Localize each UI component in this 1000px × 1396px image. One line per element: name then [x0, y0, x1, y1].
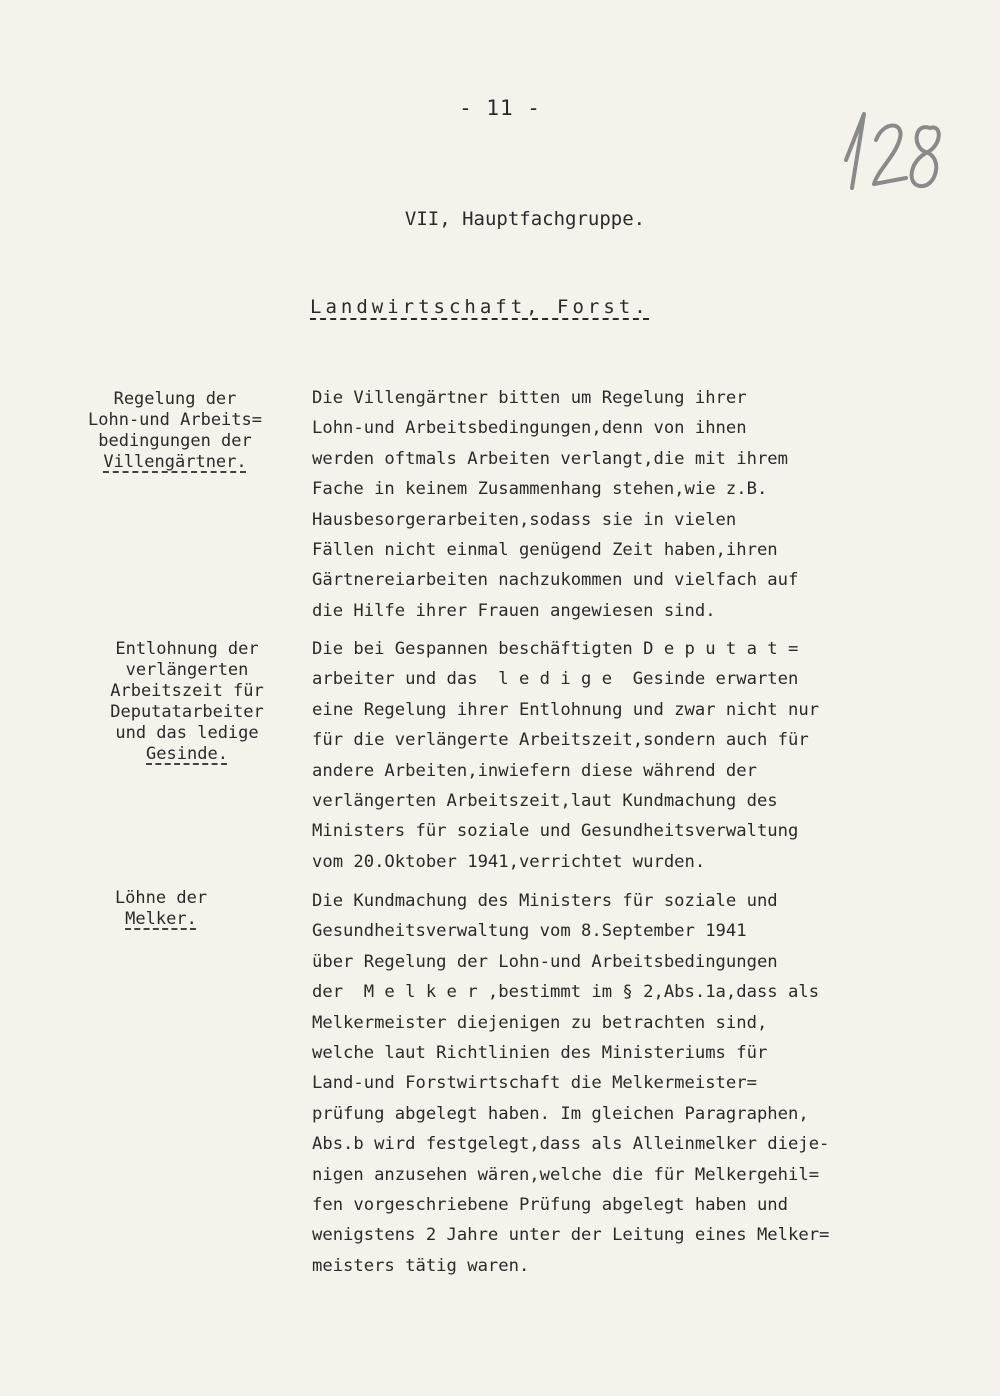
paragraph-deputatarbeiter	[312, 634, 952, 877]
paragraph-line: über Regelung der Lohn-und Arbeitsbedingungen	[312, 951, 778, 972]
paragraph-line: Hausbesorgerarbeiten,sodass sie in vielen	[312, 509, 737, 530]
paragraph-line: Land-und Forstwirtschaft die Melkermeister=	[312, 1073, 757, 1094]
paragraph-line: prüfung abgelegt haben. Im gleichen Paragraphen,	[312, 1103, 809, 1124]
paragraph-line: Die Villengärtner bitten um Regelung ihrer	[312, 388, 747, 408]
paragraph-line: Die Kundmachung des Ministers für soziale und	[312, 891, 778, 911]
paragraph-line: Abs.b wird festgelegt,dass als Alleinmelker dieje-	[312, 1134, 830, 1155]
margin-note-line: Villengärtner.	[103, 452, 247, 472]
margin-note-line: und das ledige	[115, 723, 259, 743]
margin-note-deputatarbeiter	[72, 639, 302, 765]
paragraph-line: vom 20.Oktober 1941,verrichtet wurden.	[312, 851, 706, 872]
paragraph-line: arbeiter und das l e d i g e Gesinde erwarten	[312, 669, 799, 690]
margin-note-line: Entlohnung der	[115, 639, 259, 659]
paragraph-line: meisters tätig waren.	[312, 1255, 530, 1276]
paragraph-line: der M e l k e r ,bestimmt im § 2,Abs.1a,dass als	[312, 982, 820, 1003]
margin-note-line: Regelung der	[113, 389, 237, 409]
margin-note-line: Melker.	[125, 909, 197, 929]
handwritten-page-number	[826, 100, 956, 210]
paragraph-line: verlängerten Arbeitszeit,laut Kundmachung des	[312, 791, 778, 812]
paragraph-line: Gärtnereiarbeiten nachzukommen und vielfach auf	[312, 570, 799, 591]
margin-note-villengaertner	[60, 389, 290, 473]
margin-note-line: Arbeitszeit für	[110, 681, 264, 701]
section-title: VII, Hauptfachgruppe.	[404, 208, 646, 230]
paragraph-line: die Hilfe ihrer Frauen angewiesen sind.	[312, 600, 716, 621]
paragraph-line: fen vorgeschriebene Prüfung abgelegt haben und	[312, 1195, 788, 1216]
paragraph-line: Ministers für soziale und Gesundheitsverwaltung	[312, 821, 799, 842]
paragraph-line: werden oftmals Arbeiten verlangt,die mit ihrem	[312, 448, 788, 469]
paragraph-line: nigen anzusehen wären,welche die für Melkergehil=	[312, 1164, 820, 1185]
margin-note-line: verlängerten	[125, 660, 249, 680]
paragraph-line: andere Arbeiten,inwiefern diese während der	[312, 760, 757, 781]
paragraph-line: wenigstens 2 Jahre unter der Leitung eines Melker=	[312, 1225, 830, 1246]
page-number: - 11 -	[459, 96, 541, 120]
margin-note-line: Deputatarbeiter	[110, 702, 264, 722]
paragraph-line: Lohn-und Arbeitsbedingungen,denn von ihnen	[312, 418, 747, 439]
paragraph-villengaertner	[312, 383, 952, 626]
paragraph-melker	[312, 886, 952, 1281]
paragraph-line: eine Regelung ihrer Entlohnung und zwar nicht nur	[312, 699, 820, 720]
paragraph-line: Fällen nicht einmal genügend Zeit haben,ihren	[312, 540, 778, 561]
margin-note-line: Lohn-und Arbeits=	[88, 410, 262, 430]
paragraph-line: welche laut Richtlinien des Ministeriums für	[312, 1043, 768, 1064]
section-subtitle: Landwirtschaft, Forst.	[310, 296, 650, 318]
paragraph-line: Die bei Gespannen beschäftigten D e p u t a t =	[312, 639, 799, 659]
paragraph-line: Melkermeister diejenigen zu betrachten sind,	[312, 1012, 768, 1033]
paragraph-line: Fache in keinem Zusammenhang stehen,wie z.B.	[312, 479, 768, 500]
margin-note-line: bedingungen der	[98, 431, 252, 451]
margin-note-line: Löhne der	[114, 888, 208, 908]
margin-note-melker	[46, 888, 276, 930]
paragraph-line: für die verlängerte Arbeitszeit,sondern auch für	[312, 730, 809, 751]
margin-note-line: Gesinde.	[146, 744, 228, 764]
paragraph-line: Gesundheitsverwaltung vom 8.September 1941	[312, 921, 747, 942]
